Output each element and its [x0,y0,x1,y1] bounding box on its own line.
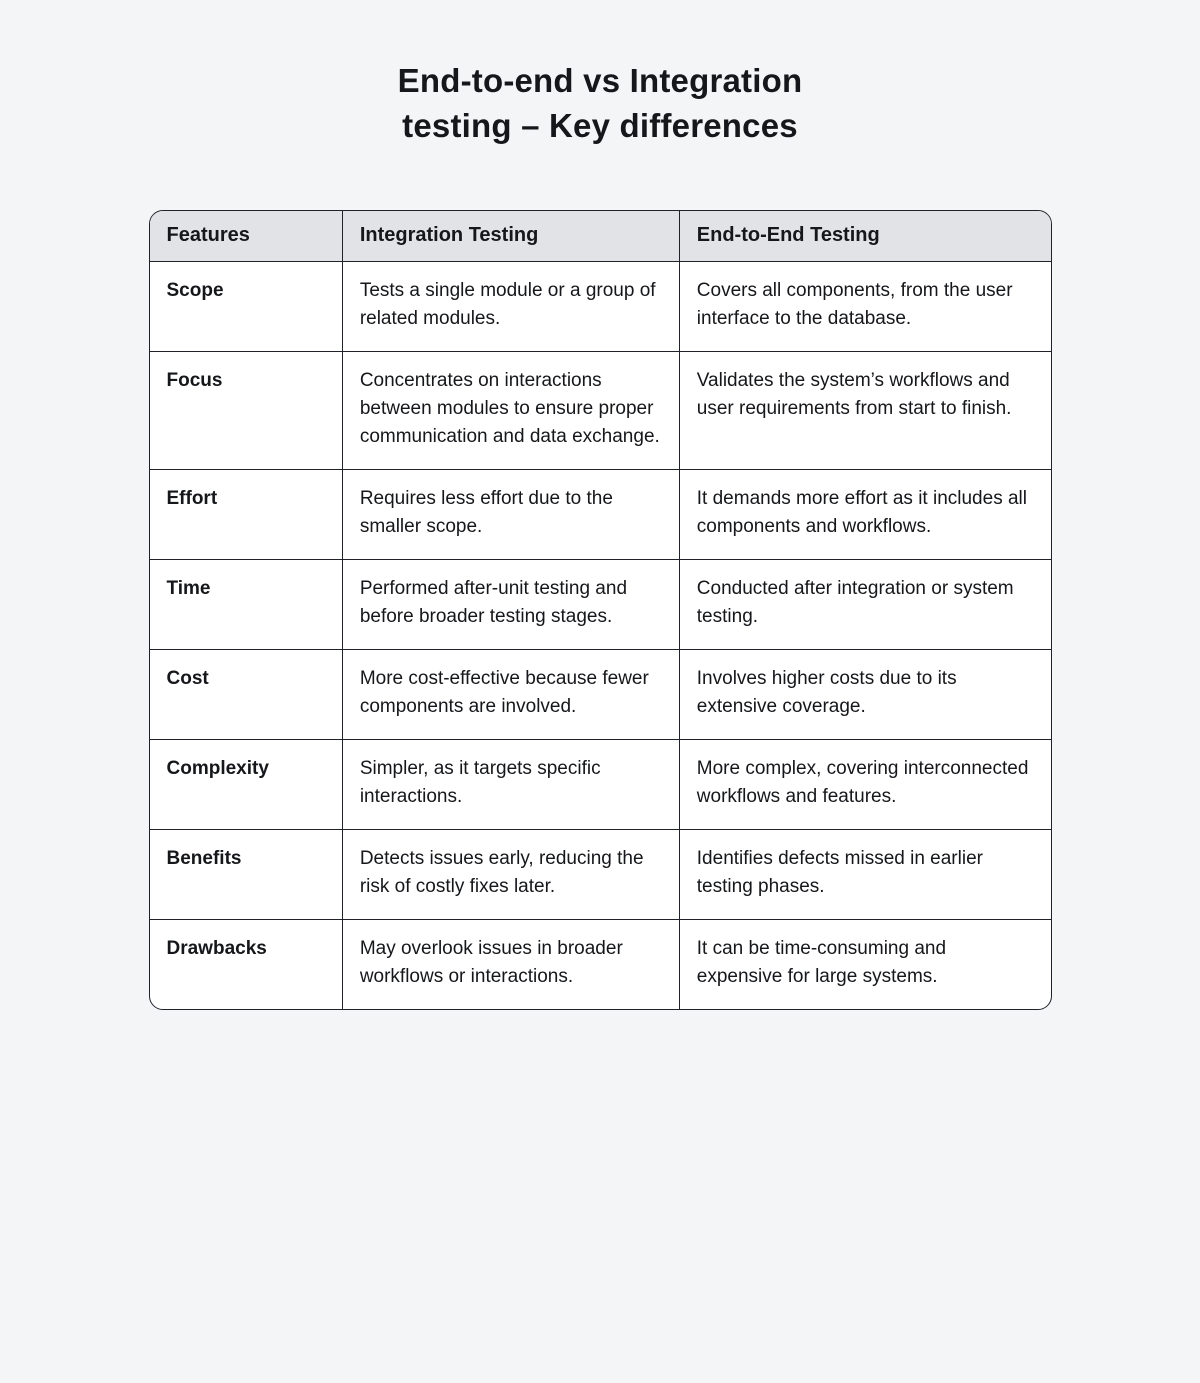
feature-label: Time [150,560,343,650]
e2e-cell: Covers all components, from the user interface to the database. [679,262,1050,352]
table-row-scope [150,262,1051,352]
e2e-cell: Conducted after integration or system testing. [679,560,1050,650]
e2e-cell: Identifies defects missed in earlier testing phases. [679,830,1050,920]
e2e-cell: It can be time-consuming and expensive for large systems. [679,920,1050,1010]
e2e-cell: Involves higher costs due to its extensive coverage. [679,650,1050,740]
table-row-effort [150,470,1051,560]
e2e-cell: More complex, covering interconnected workflows and features. [679,740,1050,830]
page-title-line-2: testing – Key differences [402,107,798,144]
feature-label: Scope [166,280,224,301]
header-integration-testing: Integration Testing [342,211,679,262]
table-row-benefits [150,830,1051,920]
feature-label: Benefits [150,830,343,920]
integration-cell: Detects issues early, reducing the risk of costly fixes later. [342,830,679,920]
table-row-cost [150,650,1051,740]
e2e-cell: Validates the system’s workflows and user requirements from start to finish. [679,352,1050,470]
integration-cell: May overlook issues in broader workflows or interactions. [342,920,679,1010]
e2e-cell: It demands more effort as it includes all components and workflows. [679,470,1050,560]
header-end-to-end-testing: End-to-End Testing [679,211,1050,262]
table-header-row [150,211,1051,262]
integration-cell: Tests a single module or a group of related modules. [342,262,679,352]
integration-cell: Performed after-unit testing and before broader testing stages. [342,560,679,650]
feature-label: Focus [150,352,343,470]
feature-label: Effort [150,470,343,560]
table-row-time [150,560,1051,650]
integration-cell: More cost-effective because fewer components are involved. [342,650,679,740]
feature-label: Drawbacks [150,920,343,1010]
integration-cell: Requires less effort due to the smaller scope. [342,470,679,560]
page-title [0,58,1200,148]
feature-label: Complexity [150,740,343,830]
header-features: Features [150,211,343,262]
comparison-table [150,211,1051,1009]
table-row-drawbacks [150,920,1051,1010]
table-row-focus [150,352,1051,470]
integration-cell: Concentrates on interactions between modules to ensure proper communication and data exchange. [342,352,679,470]
integration-cell: Simpler, as it targets specific interactions. [342,740,679,830]
feature-label: Cost [150,650,343,740]
table-row-complexity [150,740,1051,830]
page-title-line-1: End-to-end vs Integration [397,62,803,99]
comparison-table-card [149,210,1052,1010]
